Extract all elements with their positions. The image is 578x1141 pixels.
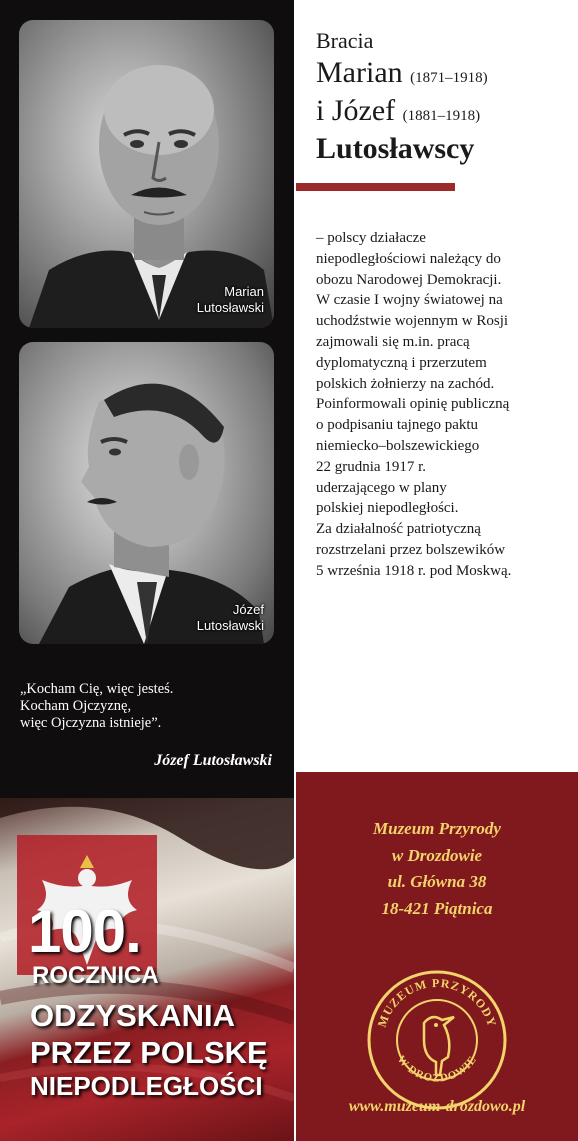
biography-line: niepodległościowi należący do [316,250,501,267]
biography-line: – polscy działacze [316,230,426,246]
svg-text:W DROZDOWIE: W DROZDOWIE [394,1053,480,1085]
museum-panel [296,772,578,1141]
biography-line: polskich żołnierzy na zachód. [316,375,495,392]
title-name1: Marian [316,56,403,89]
caption-marian [197,284,264,316]
anniversary-line3: PRZEZ POLSKĘ [30,1035,268,1070]
portrait-marian-drawing [19,20,274,328]
biography-line: polskiej niepodległości. [316,500,459,517]
biography-line: W czasie I wojny światowej na [316,292,503,309]
quote [20,681,290,732]
title-years1: (1871–1918) [410,70,488,86]
quote-line: więc Ojczyzna istnieje”. [20,715,162,731]
caption-marian-line1: Marian [224,284,264,299]
anniversary-line2: ODZYSKANIA [30,998,235,1033]
svg-text:MUZEUM PRZYRODY: MUZEUM PRZYRODY [374,975,500,1029]
biography-line: o podpisaniu tajnego paktu [316,417,479,434]
portrait-jozef [19,342,274,644]
title-divider [296,183,455,191]
biography-text [316,228,578,582]
quote-line: „Kocham Cię, więc jesteś. [20,681,174,697]
museum-website[interactable]: www.muzeum-drozdowo.pl [348,1098,526,1115]
museum-address [296,816,578,922]
anniversary-line1: ROCZNICA [32,962,159,989]
title-line2 [316,56,488,90]
caption-jozef-line2: Lutosławski [196,618,264,633]
biography-line: 5 września 1918 r. pod Moskwą. [316,562,512,579]
caption-marian-line2: Lutosławski [196,300,264,315]
biography-line: uderzającego w plany [316,479,447,496]
anniversary-line4: NIEPODLEGŁOŚCI [30,1071,263,1101]
museum-address-line: ul. Główna 38 [387,872,487,891]
anniversary-number: 100. [28,898,141,965]
museum-address-line: 18-421 Piątnica [381,898,493,918]
quote-line: Kocham Ojczyznę, [20,698,132,714]
title-line1: Bracia [316,28,374,53]
title-years2: (1881–1918) [402,108,481,124]
biography-line: niemiecko–bolszewickiego [316,437,480,454]
biography-line: obozu Narodowej Demokracji. [316,271,502,288]
portrait-marian [19,20,274,328]
title-name2: i Józef [316,94,396,127]
museum-seal-logo [362,965,512,1115]
biography-line: 22 grudnia 1917 r. [316,458,426,475]
museum-address-line: Muzeum Przyrody [373,819,501,838]
title-line3 [316,94,480,128]
biography-line: rozstrzelani przez bolszewików [316,541,506,558]
caption-jozef-line1: Józef [232,602,264,617]
title-surname: Lutosławscy [316,132,475,165]
biography-line: dyplomatyczną i przerzutem [316,354,487,371]
biography-line: Poinformowali opinię publiczną [316,396,510,413]
biography-line: Za działalność patriotyczną [316,521,481,538]
caption-jozef [197,602,264,634]
museum-address-line: w Drozdowie [391,845,483,865]
biography-line: zajmowali się m.in. pracą [316,333,470,350]
quote-author: Józef Lutosławski [154,752,272,769]
biography-line: uchodźstwie wojennym w Rosji [316,313,509,330]
portrait-jozef-drawing [19,342,274,644]
